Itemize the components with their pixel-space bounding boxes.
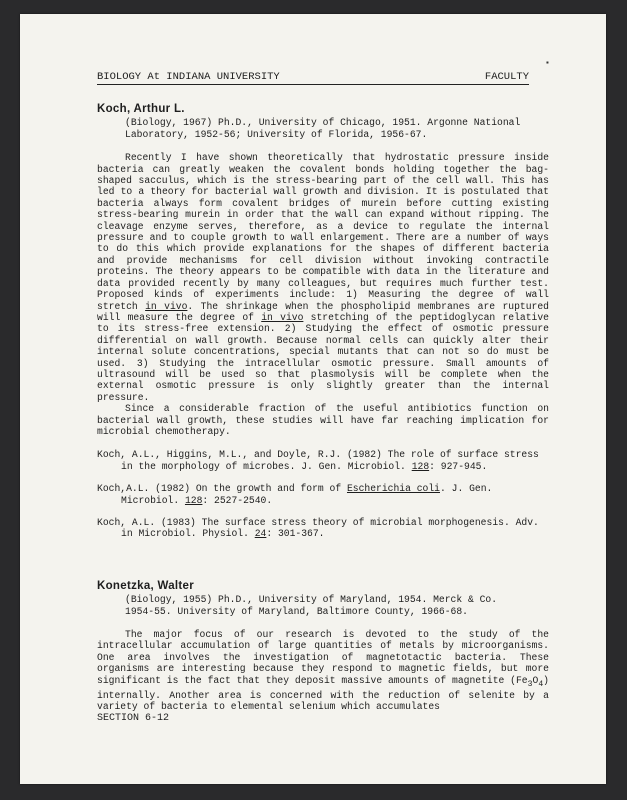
- italic-term: in vivo: [145, 300, 188, 312]
- paragraph-text: Recently I have shown theoretically that hydrostatic pressure inside bacteria can greatly weaken the covalent bonds holding together the bag-shaped sacculus, which is the stress-bearing part of the cell wall. This has led to a theory for bacterial wall growth and division. It is postulated that bacteria always form covalent bridges of murein before cutting existing stress-bearing murein in order that the wall can expand without ripping. The cleavage enzyme serves, therefore, as a device to regulate the internal pressure and to couple growth to wall enlargement. There are a number of ways to do this which provide explanations for the shapes of different bacteria and provide mechanisms for cell division without invoking contractile proteins. The theory appears to be compatible with data in the literature and data provided recently by many colleagues, but requires much further test. Proposed kinds of experiments include: 1) Measuring the degree of wall stretch: [97, 152, 549, 312]
- faculty-name-koch: Koch, Arthur L.: [97, 103, 185, 115]
- research-paragraph: [97, 629, 549, 713]
- ref-text: . J. Gen. Microbiol.: [121, 483, 493, 506]
- paragraph-text: The major focus of our research is devoted to the study of the intracellular accumulation of large quantities of metals by microorganisms. One area involves the investigation of magnetotactic bacteria. These organisms are interesting because they respond to magnetic fields, but more significant is the fact that they deposit massive amounts of magnetite (Fe: [97, 629, 549, 686]
- page-header: [97, 71, 529, 85]
- credentials-line: (Biology, 1955) Ph.D., University of Maryland, 1954. Merck & Co.: [125, 594, 498, 606]
- subscript: 3: [527, 679, 533, 689]
- ref-pages: : 927-945.: [429, 460, 488, 472]
- ref-pages: : 301-367.: [266, 528, 325, 540]
- research-paragraph: [97, 152, 549, 403]
- italic-term: in vivo: [261, 311, 304, 323]
- page-footer: SECTION 6-12: [97, 713, 170, 724]
- ref-volume: 128: [184, 494, 203, 506]
- credentials-line: Laboratory, 1952-56; University of Florida, 1956-67.: [125, 128, 428, 140]
- paragraph-text: . The shrinkage when the phospholipid membranes are ruptured will measure the degree of: [97, 300, 549, 323]
- reference: [97, 517, 549, 540]
- header-left: BIOLOGY At INDIANA UNIVERSITY: [97, 71, 280, 83]
- reference: [97, 449, 549, 472]
- paragraph-text: stretching of the peptidoglycan relative to its stress-free extension. 2) Studying the effect of osmotic pressure differential on wall growth. Because normal cells can quickly alter their internal solute concentrations, special mutants that can not so do must be used. 3) Studying the intracellular osmotic pressure. Small amounts of ultrasound will be used so that plasmolysis will be complete when the external osmotic pressure is only slightly greater than the internal pressure.: [97, 311, 550, 403]
- page-content: [97, 104, 549, 713]
- paragraph-text: O: [532, 674, 539, 686]
- header-right: FACULTY: [484, 71, 529, 83]
- ref-species: Escherichia coli: [346, 483, 440, 495]
- ref-volume: 24: [254, 528, 267, 540]
- research-paragraph: Since a considerable fraction of the useful antibiotics function on bacterial wall growth, these studies will have far reaching implication for microbial chemotherapy.: [97, 403, 549, 437]
- subscript: 4: [538, 679, 544, 689]
- ref-text: Koch, A.L. (1983) The surface stress theory of microbial morphogenesis. Adv. in Microbiol. Physiol.: [97, 517, 539, 540]
- ref-volume: 128: [411, 460, 430, 472]
- ref-text: Koch,A.L. (1982) On the growth and form of: [97, 483, 347, 495]
- credentials-line: (Biology, 1967) Ph.D., University of Chicago, 1951. Argonne National: [125, 117, 521, 129]
- credentials-line: 1954-55. University of Maryland, Baltimore County, 1966-68.: [125, 605, 468, 617]
- corner-mark: ▪: [545, 59, 550, 68]
- reference: [97, 483, 549, 506]
- faculty-name-konetzka: Konetzka, Walter: [97, 579, 195, 592]
- ref-text: Koch, A.L., Higgins, M.L., and Doyle, R.J. (1982) The role of surface stress in the morphology of microbes. J. Gen. Microbiol.: [97, 449, 539, 472]
- ref-pages: : 2527-2540.: [202, 494, 273, 506]
- paragraph-text: ) internally. Another area is concerned with the reduction of selenite by a variety of bacteria to elemental selenium which accumulates: [97, 674, 549, 713]
- document-page: [20, 14, 606, 784]
